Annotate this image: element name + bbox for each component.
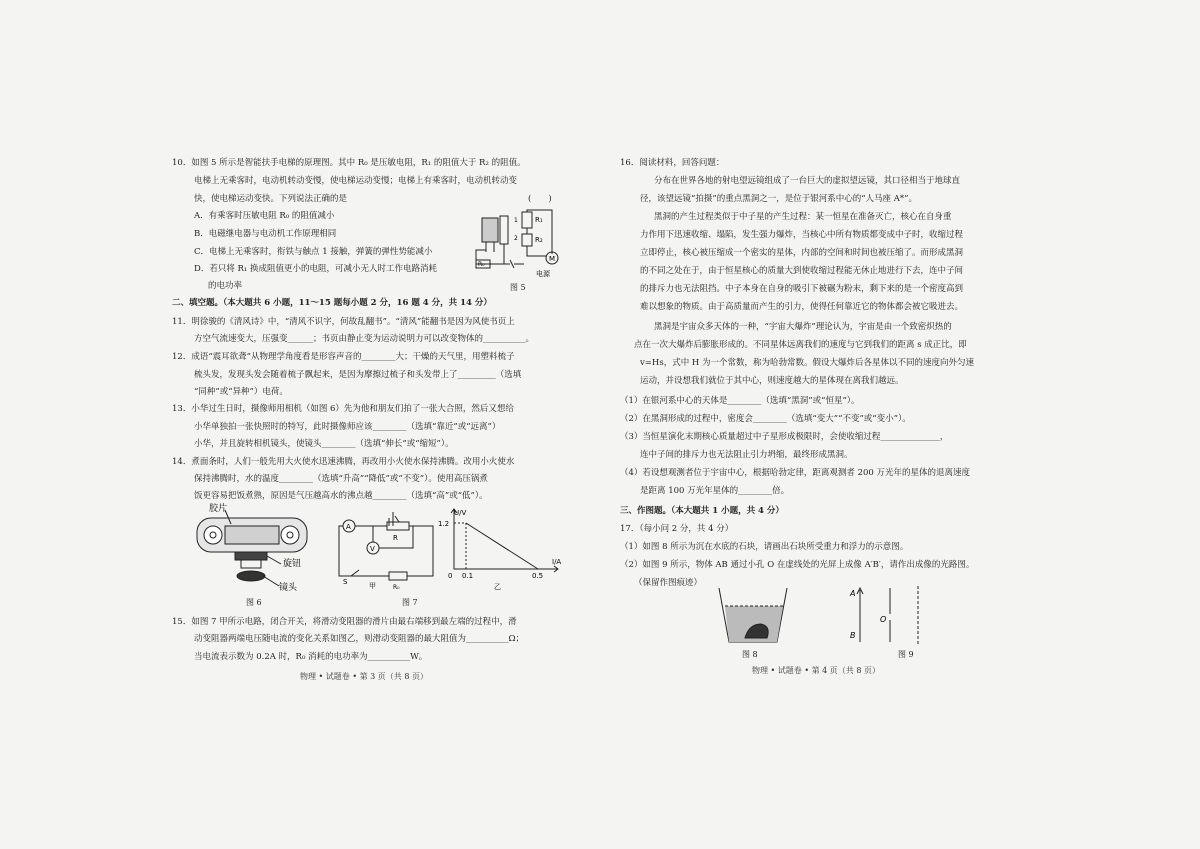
q16-sub-3-cont: 连中子间的排斥力也无法阻止引力坍缩，最终形成黑洞。	[640, 450, 853, 460]
q16-line: 力作用下迅速收缩、塌陷，发生强力爆炸，当核心中所有物质都变成中子时，收缩过程	[640, 230, 964, 240]
q16-line: v=Hs，式中 H 为一个常数，称为哈勃常数。假设大爆炸后各星体以不同的速度向外匀速	[640, 358, 975, 368]
q16-line: 的不同之处在于，由于恒星核心的质量大到使收缩过程能无休止地进行下去，连中子间	[640, 266, 964, 276]
fig7-resistor-label: R₀	[393, 584, 400, 590]
q12-line: “同种”或“异种”）电荷。	[194, 387, 288, 397]
fig7-graph-xtick: 0	[448, 572, 453, 580]
fig7-sub-caption-jia: 甲	[369, 582, 376, 590]
q16-sub-2: （2）在黑洞形成的过程中，密度会________（选填“变大”“不变”或“变小”）。	[620, 414, 911, 424]
figure-5-circuit	[470, 208, 570, 280]
q12-line: 梳头发，发现头发会随着梳子飘起来，是因为摩擦过梳子和头发带上了_________（选填	[194, 370, 522, 380]
q16-line: 分布在世界各地的射电望远镜组成了一台巨大的虚拟望远镜，其口径相当于地球直	[654, 176, 961, 186]
figure-6-caption: 图 6	[246, 598, 262, 607]
q16-line: 16．阅读材料，回答问题：	[620, 158, 725, 168]
fig9-label-a: A	[850, 589, 856, 598]
q13-line: 小华，并且旋转相机镜头，使镜头________（选填“伸长”或“缩短”）。	[194, 439, 454, 449]
q10-line: 电梯上无乘客时，电动机转动变慢，使电梯运动变慢；电梯上有乘客时，电动机转动变	[194, 176, 518, 186]
figure-5-caption: 图 5	[510, 283, 526, 292]
fig6-label-knob: 旋钮	[283, 559, 302, 569]
fig7-graph-ylabel: U/V	[454, 509, 467, 517]
fig7-switch-label: S	[343, 578, 348, 586]
left-page-footer: 物理 • 试题卷 • 第 3 页（共 8 页）	[300, 672, 428, 681]
fig7-ammeter-label: A	[346, 523, 351, 531]
fig7-graph-xtick: 0.1	[462, 572, 474, 580]
q10-option-d-cont: 的电功率	[208, 281, 243, 291]
q16-sub-1: （1）在银河系中心的天体是________（选填“黑洞”或“恒星”）。	[620, 396, 860, 406]
fig6-label-film: 胶片	[209, 504, 228, 514]
q10-answer-paren: ( )	[528, 194, 552, 204]
q16-line: 黑洞的产生过程类似于中子星的产生过程：某一恒星在准备灭亡，核心在自身重	[654, 212, 952, 222]
section-3-heading: 三、作图题。（本大题共 1 小题，共 4 分）	[620, 506, 784, 516]
fig9-label-o: O	[880, 615, 887, 624]
fig5-label-r2: R₂	[535, 236, 543, 244]
right-page	[600, 0, 1200, 849]
right-page-footer: 物理 • 试题卷 • 第 4 页（共 8 页）	[752, 666, 880, 675]
q10-option-a: A．有乘客时压敏电阻 R₀ 的阻值减小	[194, 211, 335, 221]
fig5-label-r0: R₀	[478, 261, 485, 268]
fig7-voltmeter-label: V	[370, 545, 375, 553]
q14-line: 14．煮面条时，人们一般先用大火使水迅速沸腾，再改用小火使水保持沸腾。改用小火使水	[172, 457, 515, 467]
q16-sub-4: （4）若设想观测者位于宇宙中心，根据哈勃定律，距离观测者 200 万光年的星体的退离速度	[620, 468, 971, 478]
q15-line: 15．如图 7 甲所示电路，闭合开关，将滑动变阻器的滑片由最右端移到最左端的过程中，滑	[172, 617, 517, 627]
fig5-label-r1: R₁	[535, 216, 543, 224]
fig5-label-contact1: 1	[514, 217, 518, 224]
q17-line: （1）如图 8 所示为沉在水底的石块，请画出石块所受重力和浮力的示意图。	[620, 542, 909, 552]
figure-9-caption: 图 9	[898, 650, 914, 659]
figure-8-caption: 图 8	[742, 650, 758, 659]
q16-line: 立即停止，核心被压缩成一个密实的星体，内部的空间和时间也被压缩了。而形成黑洞	[640, 248, 964, 258]
figure-9-pinhole	[840, 584, 930, 646]
section-2-heading: 二、填空题。（本大题共 6 小题，11～15 题每小题 2 分，16 题 4 分，共 14 分）	[172, 298, 492, 308]
fig5-label-motor: M	[549, 255, 556, 263]
q13-line: 小华单独拍一张快照时的特写，此时摄像师应该________（选填“靠近”或“远离”）	[194, 422, 501, 432]
figure-8-beaker	[715, 584, 795, 646]
q17-line: （保留作图痕迹）	[634, 578, 703, 588]
q17-line: 17．（每小问 2 分，共 4 分）	[620, 524, 734, 534]
q12-line: 12．成语“震耳欲聋”从物理学角度看是形容声音的________大；干燥的天气里，用塑料梳子	[172, 352, 515, 362]
fig5-label-supply: 电源	[536, 270, 550, 278]
q16-line: 径，该望远镜“拍摄”的重点黑洞之一，是位于银河系中心的“人马座 A*”。	[640, 194, 917, 204]
q16-sub-4-cont: 是距离 100 万光年星体的________倍。	[640, 486, 790, 496]
q16-line: 运动，并设想我们就位于其中心，则速度越大的星体现在离我们越远。	[640, 376, 904, 386]
fig7-graph-xlabel: I/A	[552, 558, 562, 566]
q17-line: （2）如图 9 所示，物体 AB 通过小孔 O 在虚线处的光屏上成像 A′B′，请作出成像的光路图。	[620, 560, 975, 570]
q16-line: 黑洞是宇宙众多天体的一种，“宇宙大爆炸”理论认为，宇宙是由一个致密炽热的	[654, 322, 952, 332]
q11-line: 方空气流速变大，压强变______；书页由静止变为运动说明力可以改变物体的__________。	[194, 334, 535, 344]
q15-line: 当电流表示数为 0.2A 时，R₀ 消耗的电功率为__________W。	[194, 652, 428, 662]
q10-line: 快，使电梯运动变快。下列说法正确的是	[194, 194, 348, 204]
fig7-graph-xtick: 0.5	[532, 572, 544, 580]
fig7-sub-caption-yi: 乙	[494, 583, 501, 591]
q16-line: 点在一次大爆炸后膨胀形成的。不同星体远离我们的速度与它到我们的距离 s 成正比，即	[634, 340, 967, 350]
fig7-rheostat-label: R	[393, 534, 398, 542]
q10-option-c: C．电梯上无乘客时，衔铁与触点 1 接触，弹簧的弹性势能减小	[194, 247, 433, 257]
q13-line: 13．小华过生日时，摄像师用相机（如图 6）先为他和朋友们拍了一张大合照，然后又想给	[172, 404, 514, 414]
figure-7-caption: 图 7	[402, 598, 418, 607]
q15-line: 动变阻器两端电压随电流的变化关系如图乙，则滑动变阻器的最大阻值为__________Ω；	[194, 634, 525, 644]
q14-line: 饭更容易把饭煮熟，原因是气压越高水的沸点越________（选填“高”或“低”）。	[194, 491, 488, 501]
fig7-graph-ytick: 1.2	[438, 520, 450, 528]
q14-line: 保持沸腾时，水的温度________（选填“升高”“降低”或“不变”）。使用高压锅煮	[194, 474, 488, 484]
q10-line: 10．如图 5 所示是智能扶手电梯的原理图。其中 R₀ 是压敏电阻，R₁ 的阻值大于 R₂ 的阻值。	[172, 158, 526, 168]
fig5-label-contact2: 2	[514, 235, 518, 242]
q16-line: 的排斥力也无法阻挡。中子本身在自身的吸引下被碾为粉末，剩下来的是一个密度高到	[640, 284, 964, 294]
figure-7-circuit	[333, 508, 438, 590]
fig9-label-b: B	[850, 631, 856, 640]
q10-option-d: D．若只将 R₁ 换成阻值更小的电阻，可减小无人时工作电路消耗	[194, 264, 438, 274]
figure-6-camera	[195, 502, 325, 594]
q10-option-b: B．电磁继电器与电动机工作原理相同	[194, 229, 337, 239]
q16-line: 难以想象的物质。由于高质量而产生的引力，使得任何靠近它的物体都会被它吸进去。	[640, 302, 964, 312]
q11-line: 11．明徐骏的《清风诗》中，“清风不识字，何故乱翻书”。“清风”能翻书是因为风使书页上	[172, 317, 515, 327]
figure-7-graph	[438, 505, 568, 593]
fig6-label-lens: 镜头	[279, 583, 298, 593]
q16-sub-3: （3）当恒星演化末期核心质量超过中子星形成极限时，会使收缩过程______________，	[620, 432, 949, 442]
